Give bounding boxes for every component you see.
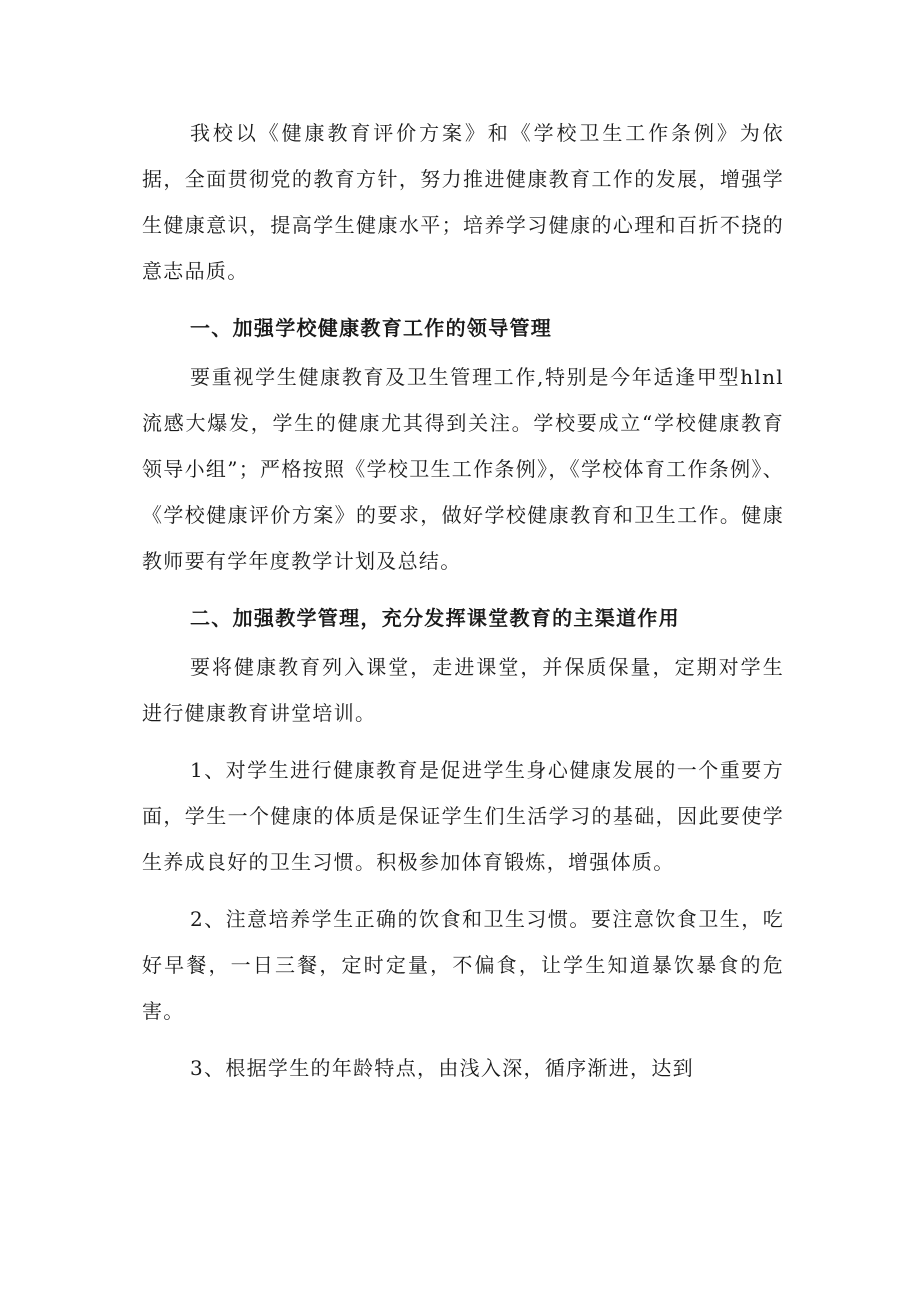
section-2-heading: 二、加强教学管理，充分发挥课堂教育的主渠道作用 (190, 606, 680, 630)
item-2-paragraph: 2、注意培养学生正确的饮食和卫生习惯。要注意饮食卫生，吃好早餐，一日三餐，定时定量，不偏食，让学生知道暴饮暴食的危害。 (142, 907, 784, 1023)
section-2-paragraph: 要将健康教育列入课堂，走进课堂，并保质保量，定期对学生进行健康教育讲堂培训。 (142, 655, 784, 725)
item-3-paragraph: 3、根据学生的年龄特点，由浅入深，循序渐进，达到 (190, 1056, 694, 1080)
section-1-paragraph: 要重视学生健康教育及卫生管理工作,特别是今年适逢甲型hlnl流感大爆发，学生的健康尤其得到关注。学校要成立“学校健康教育领导小组”；严格按照《学校卫生工作条例》，《学校体育工作条例》、《学校健康评价方案》的要求，做好学校健康教育和卫生工作。健康教师要有学年度教学计划及总结。 (142, 365, 784, 573)
item-1-paragraph: 1、对学生进行健康教育是促进学生身心健康发展的一个重要方面，学生一个健康的体质是保证学生们生活学习的基础，因此要使学生养成良好的卫生习惯。积极参加体育锻炼，增强体质。 (142, 758, 784, 874)
section-1-heading: 一、加强学校健康教育工作的领导管理 (190, 316, 553, 340)
intro-paragraph: 我校以《健康教育评价方案》和《学校卫生工作条例》为依据，全面贯彻党的教育方针，努力推进健康教育工作的发展，增强学生健康意识，提高学生健康水平；培养学习健康的心理和百折不挠的意志品质。 (142, 121, 784, 283)
document-page (142, 110, 784, 1091)
